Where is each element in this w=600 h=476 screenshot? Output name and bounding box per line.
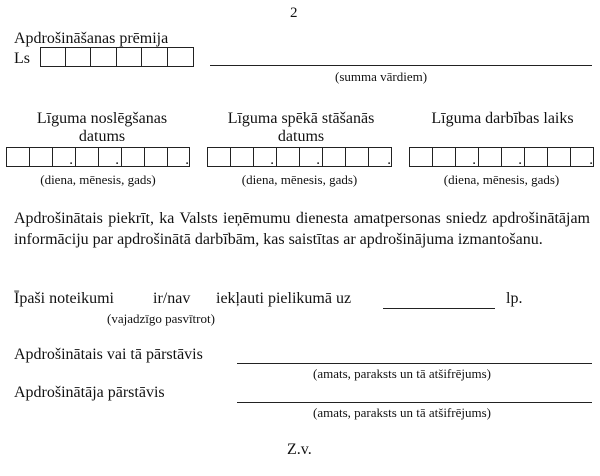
consent-paragraph: Apdrošinātais piekrīt, ka Valsts ieņēmumu dienesta amatpersonas sniedz apdrošinātājam informāciju par apdrošinātā darbībām, kas saistītas ar apdrošinājuma izmantošanu. bbox=[14, 210, 590, 248]
date-cell[interactable] bbox=[502, 148, 525, 166]
date-cell[interactable] bbox=[122, 148, 145, 166]
page-number: 2 bbox=[290, 5, 298, 21]
effective-date-caption: (diena, mēnesis, gads) bbox=[241, 172, 358, 187]
date-cell[interactable] bbox=[323, 148, 346, 166]
contract-term-boxes[interactable] bbox=[409, 147, 594, 167]
date-cell[interactable] bbox=[346, 148, 369, 166]
amount-in-words-line[interactable] bbox=[210, 65, 592, 66]
appendix-pages-line[interactable] bbox=[383, 308, 495, 309]
conclusion-date-label: Līguma noslēgšanas datums bbox=[36, 110, 168, 145]
special-terms-included-text: iekļauti pielikumā uz bbox=[216, 290, 352, 307]
insurer-signature-line[interactable] bbox=[237, 402, 592, 403]
date-cell[interactable] bbox=[254, 148, 277, 166]
insurer-signature-caption: (amats, paraksts un tā atšifrējums) bbox=[313, 405, 491, 420]
date-cell[interactable] bbox=[168, 148, 191, 166]
date-cell[interactable] bbox=[30, 148, 53, 166]
amount-cell[interactable] bbox=[66, 48, 91, 66]
insurer-signature-label: Apdrošinātāja pārstāvis bbox=[14, 384, 165, 401]
date-cell[interactable] bbox=[369, 148, 393, 166]
insured-signature-line[interactable] bbox=[237, 363, 592, 364]
insured-signature-caption: (amats, paraksts un tā atšifrējums) bbox=[313, 366, 491, 381]
amount-cell[interactable] bbox=[168, 48, 193, 66]
date-cell[interactable] bbox=[479, 148, 502, 166]
date-cell[interactable] bbox=[433, 148, 456, 166]
special-terms-options[interactable]: ir/nav bbox=[153, 290, 191, 307]
premium-amount-boxes[interactable] bbox=[40, 47, 194, 67]
date-cell[interactable] bbox=[456, 148, 479, 166]
date-cell[interactable] bbox=[277, 148, 300, 166]
amount-cell[interactable] bbox=[117, 48, 142, 66]
date-cell[interactable] bbox=[525, 148, 548, 166]
date-cell[interactable] bbox=[231, 148, 254, 166]
amount-in-words-caption: (summa vārdiem) bbox=[335, 69, 428, 84]
date-cell[interactable] bbox=[53, 148, 76, 166]
effective-date-label: Līguma spēkā stāšanās datums bbox=[227, 110, 375, 145]
underline-note: (vajadzīgo pasvītrot) bbox=[107, 311, 215, 326]
date-cell[interactable] bbox=[300, 148, 323, 166]
date-cell[interactable] bbox=[99, 148, 122, 166]
conclusion-date-caption: (diena, mēnesis, gads) bbox=[40, 172, 156, 187]
conclusion-date-boxes[interactable] bbox=[6, 147, 190, 167]
pages-suffix: lp. bbox=[506, 290, 523, 307]
special-terms-label: Īpaši noteikumi bbox=[14, 290, 114, 307]
amount-cell[interactable] bbox=[41, 48, 66, 66]
contract-term-caption: (diena, mēnesis, gads) bbox=[443, 172, 560, 187]
date-cell[interactable] bbox=[7, 148, 30, 166]
effective-date-boxes[interactable] bbox=[207, 147, 392, 167]
contract-term-label: Līguma darbības laiks bbox=[431, 110, 574, 127]
insured-signature-label: Apdrošinātais vai tā pārstāvis bbox=[14, 346, 203, 363]
date-cell[interactable] bbox=[145, 148, 168, 166]
date-cell[interactable] bbox=[76, 148, 99, 166]
amount-cell[interactable] bbox=[91, 48, 117, 66]
date-cell[interactable] bbox=[410, 148, 433, 166]
date-cell[interactable] bbox=[548, 148, 571, 166]
amount-cell[interactable] bbox=[142, 48, 168, 66]
seal-mark: Z.v. bbox=[287, 441, 312, 458]
premium-label: Apdrošināšanas prēmija bbox=[14, 30, 169, 47]
date-cell[interactable] bbox=[208, 148, 231, 166]
currency-label: Ls bbox=[14, 50, 30, 67]
date-cell[interactable] bbox=[571, 148, 595, 166]
